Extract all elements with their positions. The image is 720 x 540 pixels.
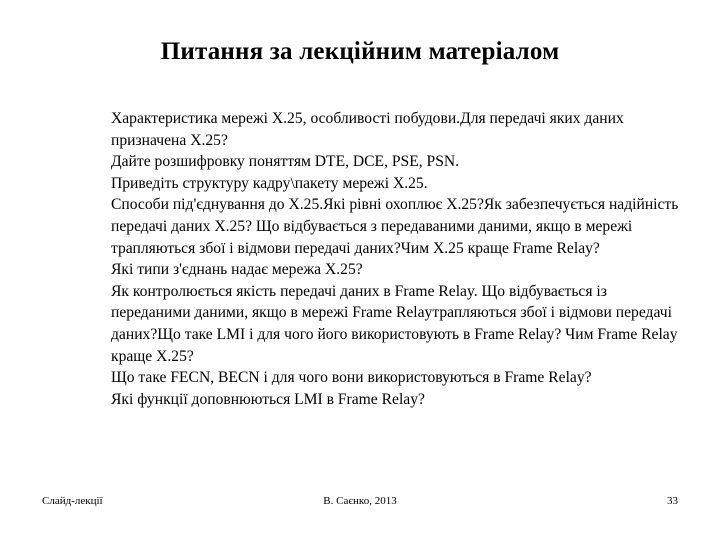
slide-title: Питання за лекційним матеріалом <box>160 38 560 65</box>
footer-author: В. Саєнко, 2013 <box>323 495 397 507</box>
footer-label: Слайд-лекції <box>42 495 103 507</box>
question-item: Як контролюється якість передачі даних в Frame Relay. Що відбувається із переданими даними, якщо в мережі Frame Relayтрапляються збої і відмови передачі даних?Що таке LMI і для чого його використовують в Frame Relay? Чим Frame Relay краще X.25? <box>111 282 678 365</box>
question-item: Що таке FECN, BECN і для чого вони використовуються в Frame Relay? <box>111 369 592 387</box>
question-item: Способи під'єднування до X.25.Які рівні охоплює X.25?Як забезпечується надійність передачі даних X.25? Що відбувається з передаваними даними, якщо в мережі трапляються збої і відмови передачі даних?Чим X.25 краще Frame Relay? <box>111 196 679 257</box>
page-number: 33 <box>667 495 678 507</box>
question-item: Характеристика мережі X.25, особливості побудови.Для передачі яких даних призначена X.25? <box>111 110 624 149</box>
question-item: Які функції доповнюються LMI в Frame Relay? <box>111 390 425 408</box>
question-item: Дайте розшифровку поняттям DTE, DCE, PSE, PSN. <box>111 153 460 171</box>
question-item: Які типи з'єднань надає мережа X.25? <box>111 261 363 279</box>
question-list <box>111 108 681 410</box>
question-item: Приведіть структуру кадру\пакету мережі X.25. <box>111 174 428 192</box>
